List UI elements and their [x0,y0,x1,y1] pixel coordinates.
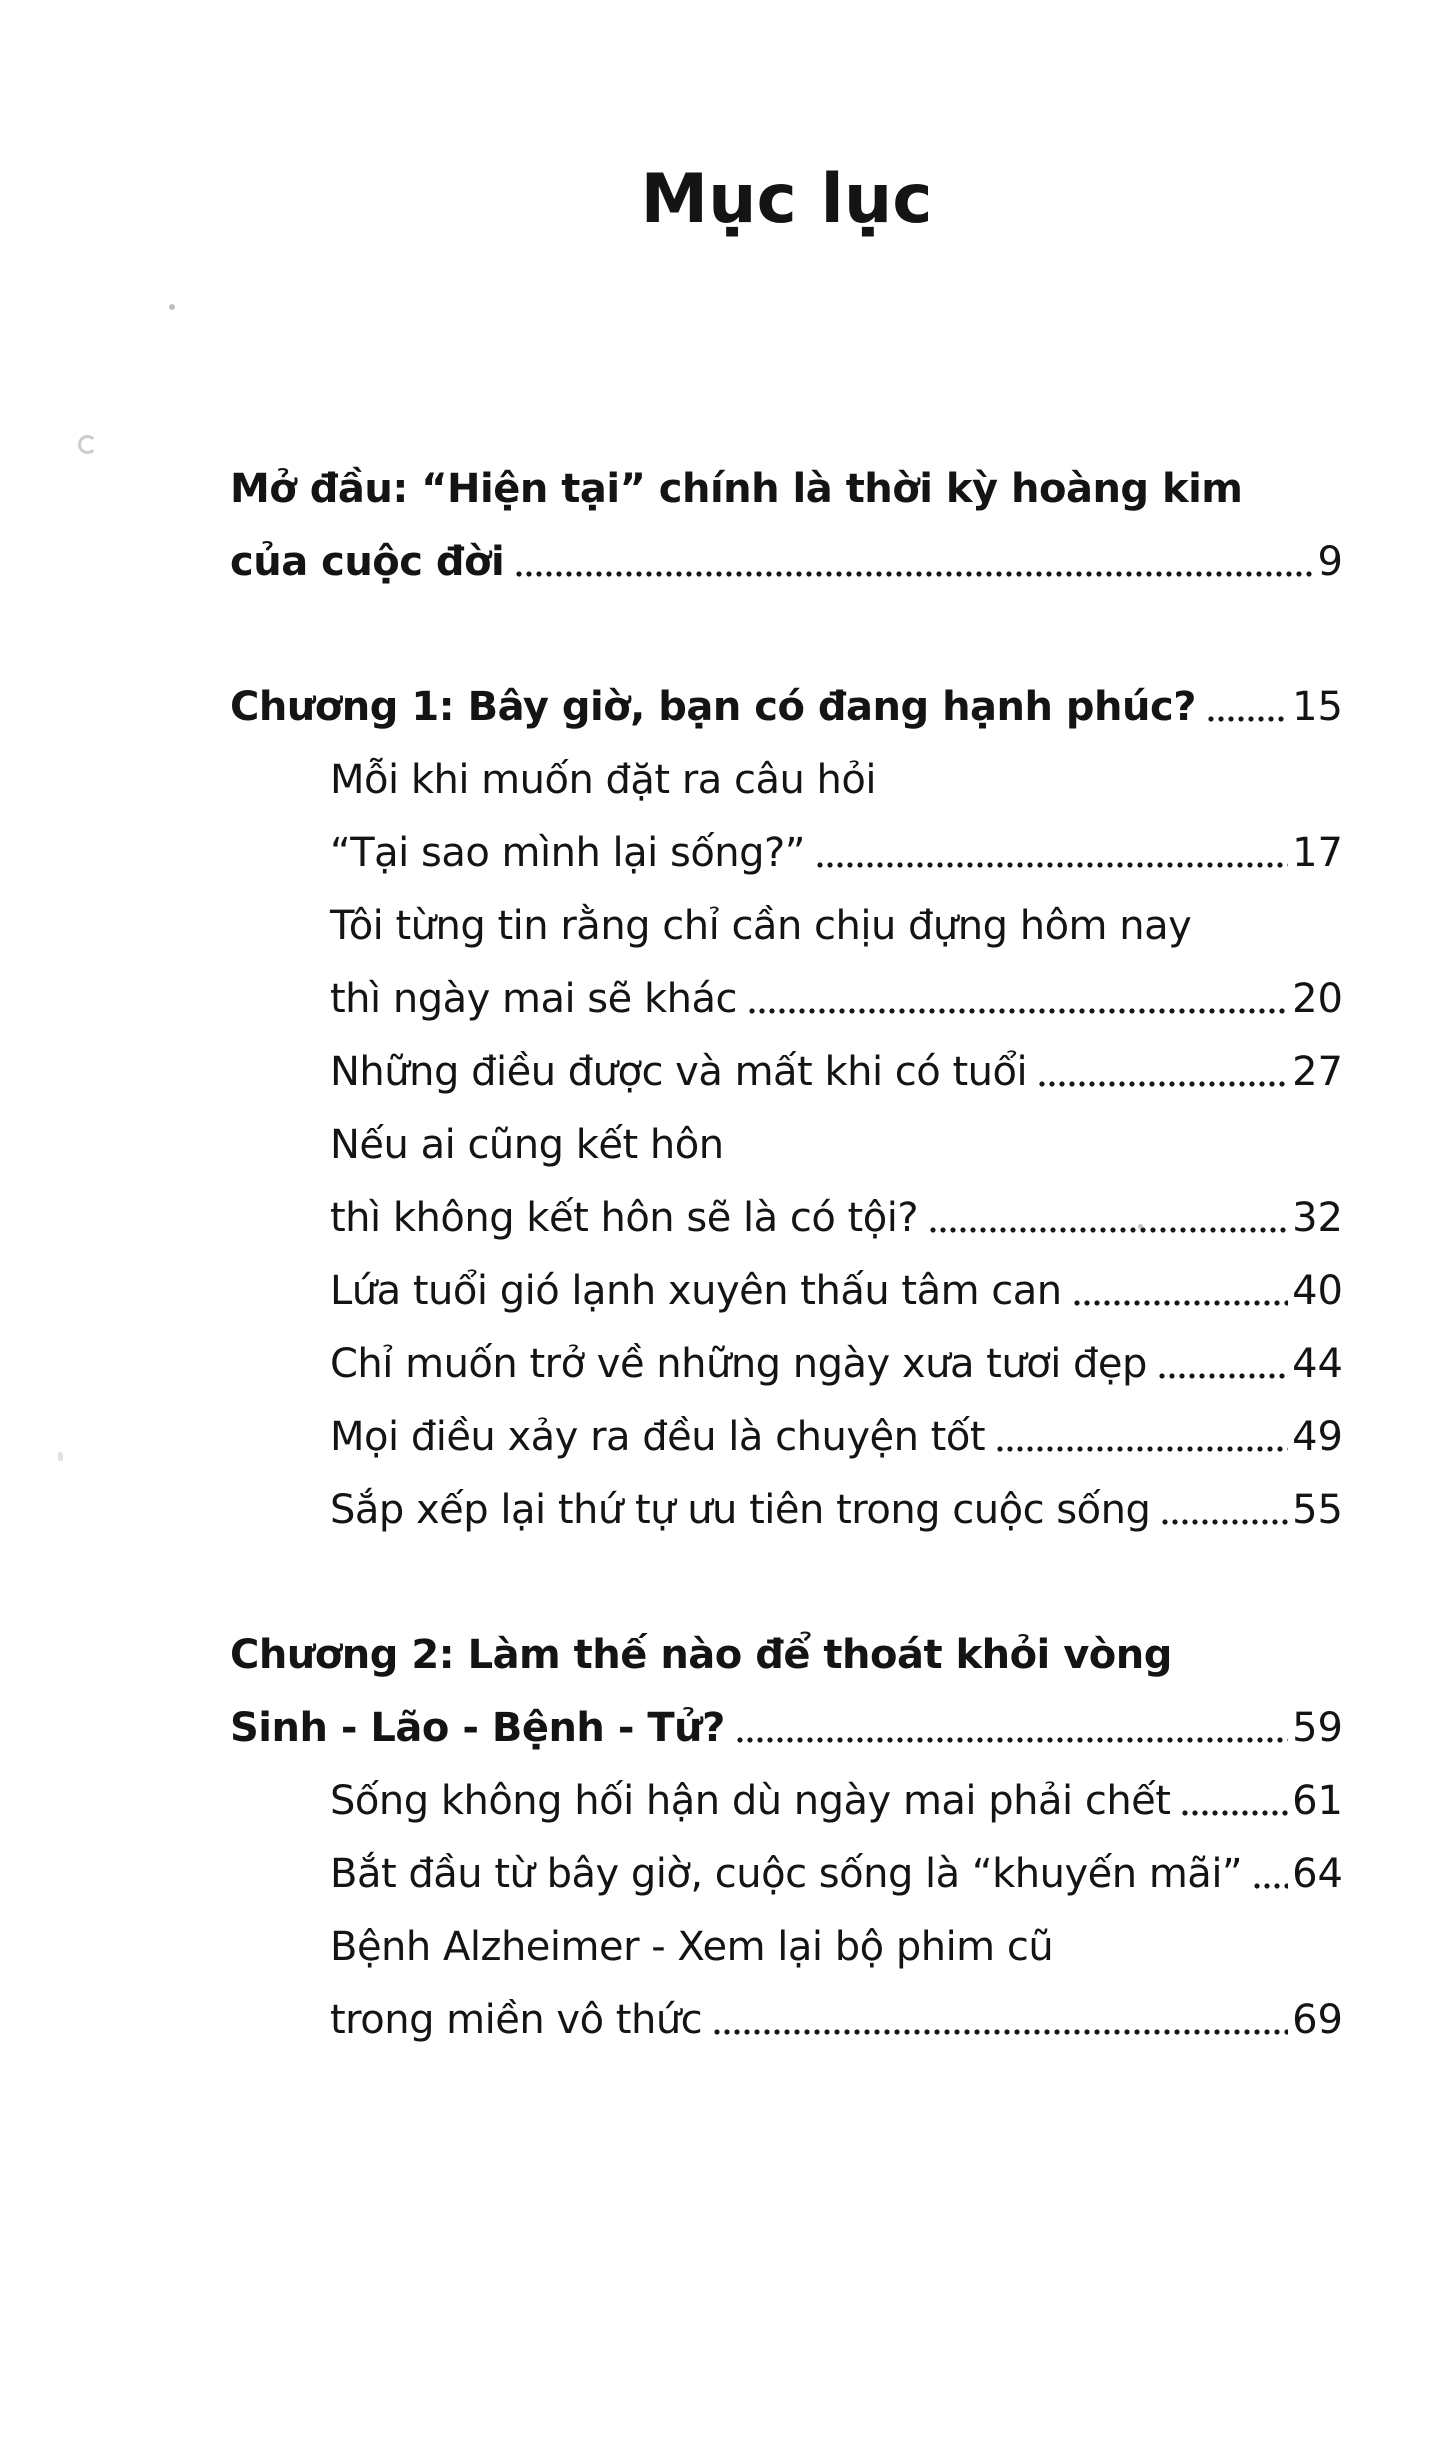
dot-leader [735,1692,1288,1745]
page-number: 40 [1292,1268,1343,1314]
page-number: 59 [1292,1705,1343,1751]
dot-leader [1037,1036,1288,1089]
toc-entry-label: trong miền vô thức [330,1997,703,2043]
toc-entry-row [230,1838,1343,1911]
toc-entry-label: Bệnh Alzheimer - Xem lại bộ phim cũ [330,1924,1054,1970]
page-number: 64 [1292,1851,1343,1897]
dot-leader [815,817,1288,870]
toc-entry-row [230,817,1343,890]
toc-entry-label: Nếu ai cũng kết hôn [330,1122,724,1168]
toc-entry-label: Chương 2: Làm thế nào để thoát khỏi vòng [230,1632,1172,1678]
dot-leader [1252,1838,1288,1891]
toc-entry-row [230,453,1343,526]
toc-entry-label: “Tại sao mình lại sống?” [330,830,805,876]
toc-entry-row [230,1984,1343,2057]
toc-entry-row [230,1255,1343,1328]
page-number: 9 [1317,539,1343,585]
toc-entry-label: thì không kết hôn sẽ là có tội? [330,1195,919,1241]
toc-entry-label: Chương 1: Bây giờ, bạn có đang hạnh phúc? [230,684,1196,730]
dot-leader [995,1401,1288,1454]
toc-entry-label: Sống không hối hận dù ngày mai phải chết [330,1778,1171,1824]
dot-leader [1206,671,1288,724]
toc-entry-label: Mọi điều xảy ra đều là chuyện tốt [330,1414,986,1460]
toc-entry-row [230,1182,1343,1255]
page-number: 44 [1292,1341,1343,1387]
toc-entry-label: Sinh - Lão - Bệnh - Tử? [230,1705,725,1751]
toc-entry-row [230,1328,1343,1401]
page-number: 20 [1292,976,1343,1022]
page-number: 69 [1292,1997,1343,2043]
toc-entry-row [230,1619,1343,1692]
toc-entry-row [230,963,1343,1036]
dot-leader [747,963,1288,1016]
toc-entry-label: thì ngày mai sẽ khác [330,976,737,1022]
toc-entry-row [230,890,1343,963]
toc-entry-row [230,1401,1343,1474]
dot-leader [1160,1474,1288,1527]
toc-entry-label: Những điều được và mất khi có tuổi [330,1049,1028,1095]
dot-leader [1072,1255,1288,1308]
toc-page [0,152,1444,2444]
scan-speck [58,1452,63,1461]
scan-speck [78,435,97,454]
scan-speck [1138,1224,1143,1229]
dot-leader [712,1984,1288,2037]
page-content [0,152,1444,2057]
page-number: 15 [1292,684,1343,730]
toc-entry-row [230,1036,1343,1109]
toc-entry-label: Lứa tuổi gió lạnh xuyên thấu tâm can [330,1268,1062,1314]
dot-leader [514,526,1313,579]
page-number: 49 [1292,1414,1343,1460]
toc-entry-row [230,1474,1343,1547]
page-number: 61 [1292,1778,1343,1824]
toc-entry-label: Bắt đầu từ bây giờ, cuộc sống là “khuyến mãi” [330,1851,1243,1897]
toc-entry-label: của cuộc đời [230,539,505,585]
toc-entry-row [230,671,1343,744]
toc-list [230,453,1343,2057]
dot-leader [1157,1328,1288,1381]
toc-entry-row [230,1911,1343,1984]
toc-entry-row [230,526,1343,599]
toc-entry-label: Mỗi khi muốn đặt ra câu hỏi [330,757,876,803]
page-number: 17 [1292,830,1343,876]
page-number: 32 [1292,1195,1343,1241]
scan-speck [169,304,175,310]
page-title: Mục lục [640,160,933,239]
toc-entry-row [230,1765,1343,1838]
toc-entry-row [230,1692,1343,1765]
toc-entry-label: Mở đầu: “Hiện tại” chính là thời kỳ hoàng kim [230,466,1243,512]
toc-entry-label: Sắp xếp lại thứ tự ưu tiên trong cuộc sống [330,1487,1151,1533]
dot-leader [928,1182,1288,1235]
toc-entry-row [230,1109,1343,1182]
toc-entry-label: Tôi từng tin rằng chỉ cần chịu đựng hôm nay [330,903,1192,949]
toc-entry-row [230,744,1343,817]
dot-leader [1180,1765,1288,1818]
toc-entry-label: Chỉ muốn trở về những ngày xưa tươi đẹp [330,1341,1147,1387]
page-number: 55 [1292,1487,1343,1533]
page-number: 27 [1292,1049,1343,1095]
